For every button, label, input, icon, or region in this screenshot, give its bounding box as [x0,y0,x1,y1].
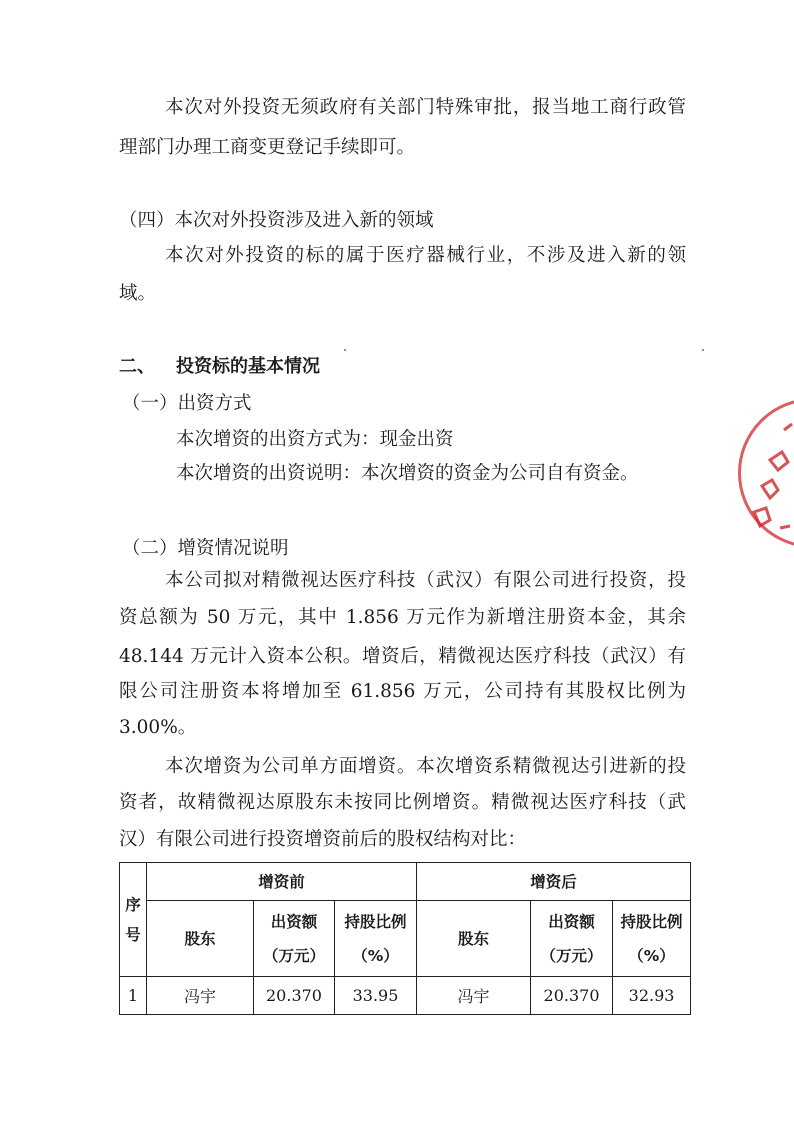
header-before-ratio: 持股比例（%） [335,901,417,977]
cell-before-name: 冯宇 [147,977,254,1015]
cell-after-amount: 20.370 [531,977,613,1015]
paragraph-capital-increase-line3: 48.144 万元计入资本公积。增资后，精微视达医疗科技（武汉）有 [119,646,686,667]
table-row [120,977,691,1015]
paragraph-capital-increase-line5: 3.00%。 [119,717,197,738]
paragraph-unilateral-line2: 资者，故精微视达原股东未按同比例增资。精微视达医疗科技（武 [119,792,686,813]
paragraph-approval-line2: 理部门办理工商变更登记手续即可。 [119,137,416,158]
scan-speck [702,349,704,351]
header-after-increase: 增资后 [417,863,691,901]
subsection-heading-2: （二）增资情况说明 [122,538,289,559]
subsection-heading-4: （四）本次对外投资涉及进入新的领域 [119,210,434,231]
paragraph-contribution-note: 本次增资的出资说明：本次增资的资金为公司自有资金。 [176,463,639,484]
paragraph-unilateral-line3: 汉）有限公司进行投资增资前后的股权结构对比： [119,829,527,850]
header-seq: 序号 [120,863,147,977]
paragraph-capital-increase-line2: 资总额为 50 万元，其中 1.856 万元作为新增注册资本金，其余 [119,607,686,628]
header-before-amount: 出资额（万元） [254,901,335,977]
scan-speck [344,349,346,351]
cell-after-ratio: 32.93 [613,977,691,1015]
header-after-ratio: 持股比例（%） [613,901,691,977]
subsection-heading-1: （一）出资方式 [122,393,252,414]
cell-seq: 1 [120,977,147,1015]
cell-after-name: 冯宇 [417,977,531,1015]
section-title: 投资标的基本情况 [176,356,320,377]
paragraph-new-field-line1: 本次对外投资的标的属于医疗器械行业，不涉及进入新的领 [165,245,686,266]
paragraph-capital-increase-line1: 本公司拟对精微视达医疗科技（武汉）有限公司进行投资，投 [165,570,686,591]
paragraph-contribution-method: 本次增资的出资方式为：现金出资 [176,429,454,450]
paragraph-new-field-line2: 域。 [119,283,157,304]
header-before-increase: 增资前 [147,863,417,901]
cell-before-amount: 20.370 [254,977,335,1015]
equity-structure-table [119,862,691,1015]
company-seal-glyphs [740,400,794,546]
header-after-shareholder: 股东 [417,901,531,977]
cell-before-ratio: 33.95 [335,977,417,1015]
header-after-amount: 出资额（万元） [531,901,613,977]
paragraph-unilateral-line1: 本次增资为公司单方面增资。本次增资系精微视达引进新的投 [165,756,686,777]
section-number: 二、 [119,356,155,377]
paragraph-approval-line1: 本次对外投资无须政府有关部门特殊审批，报当地工商行政管 [165,97,686,118]
paragraph-capital-increase-line4: 限公司注册资本将增加至 61.856 万元，公司持有其股权比例为 [119,681,686,702]
header-before-shareholder: 股东 [147,901,254,977]
